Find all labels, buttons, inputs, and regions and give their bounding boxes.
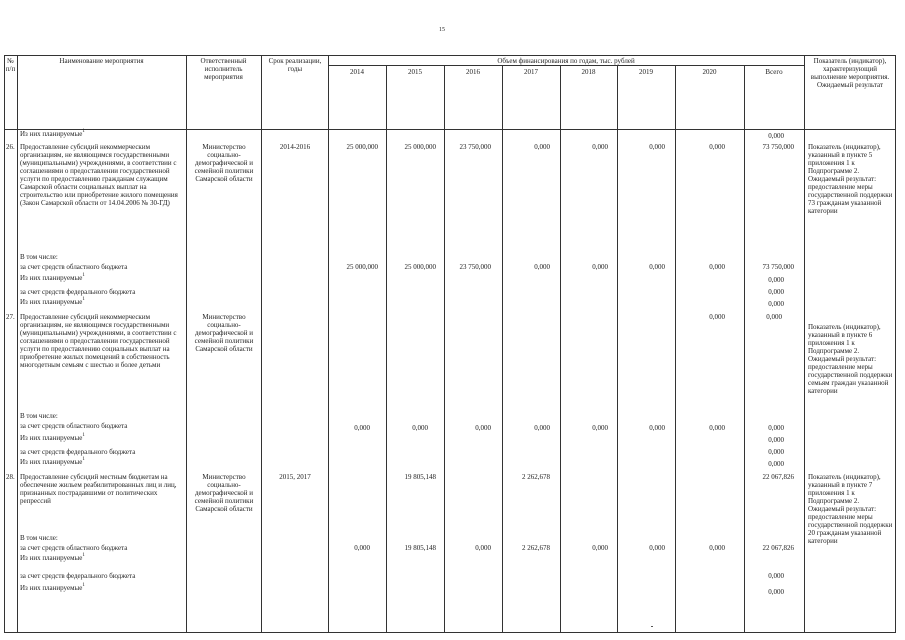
item-indicator: Показатель (индикатор), указанный в пункте 6 приложения 1 к Подпрограмме 2. Ожидаемый результат: предоставление меры государственной поддержки семьям граждан указанной категории (808, 323, 893, 395)
value-2020: 0,000 (709, 143, 725, 151)
federal-label: за счет средств федерального бюджета (20, 448, 136, 456)
regional-2014: 25 000,000 (346, 263, 378, 271)
item-executor: Министерство социально-демографической и семейной политики Самарской области (194, 473, 254, 513)
federal-label: за счет средств федерального бюджета (20, 288, 136, 296)
including-label: В том числе: (20, 253, 58, 261)
header-executor: Ответственный исполнитель мероприятия (200, 57, 247, 82)
item-term: 2014-2016 (279, 143, 311, 151)
regional-2019: 0,000 (649, 424, 665, 432)
federal-total: 0,000 (768, 288, 784, 296)
regional-label: за счет средств областного бюджета (20, 544, 128, 552)
regional-2019: 0,000 (649, 544, 665, 552)
item-num: 28. (6, 473, 15, 481)
planned-total: 0,000 (768, 588, 784, 596)
regional-2014: 0,000 (354, 544, 370, 552)
regional-2014: 0,000 (354, 424, 370, 432)
top-planned-row: Из них планируемые$^1$ (20, 129, 85, 138)
page-number: 15 (439, 27, 445, 33)
planned-total: 0,000 (768, 276, 784, 284)
item-indicator: Показатель (индикатор), указанный в пункте 7 приложения 1 к Подпрограмме 2. Ожидаемый результат: предоставление меры государственной поддержки 20 гражданам указанной категории (808, 473, 893, 545)
regional-2018: 0,000 (592, 263, 608, 271)
value-total: 0,000 (766, 313, 782, 321)
header-term: Срок реализации, годы (268, 57, 322, 74)
year-2020: 2020 (702, 68, 717, 76)
planned-row: Из них планируемые$^1$ (20, 457, 85, 466)
regional-2016: 0,000 (475, 424, 491, 432)
value-2017: 2 262,678 (522, 473, 550, 481)
regional-2016: 23 750,000 (459, 263, 491, 271)
year-2014: 2014 (350, 68, 364, 76)
value-2018: 0,000 (592, 143, 608, 151)
regional-2015: 19 805,148 (404, 544, 436, 552)
planned-row: Из них планируемые$^1$ (20, 583, 85, 592)
header-name: Наименование мероприятия (59, 57, 144, 65)
federal-total: 0,000 (768, 572, 784, 580)
item-name: Предоставление субсидий местным бюджетам на обеспечение жильем реабилитированных лиц и лиц, признанных пострадавшими от политических репрессий (20, 473, 177, 505)
item-indicator: Показатель (индикатор), указанный в пункте 5 приложения 1 к Подпрограмме 2. Ожидаемый результат: предоставление меры государственной поддержки 73 гражданам указанной категории (808, 143, 893, 215)
including-label: В том числе: (20, 412, 58, 420)
value-2015: 25 000,000 (404, 143, 436, 151)
item-name: Предоставление субсидий некоммерческим организациям, не являющимся государственными (муниципальными) учреждениями, в соответствии с соглашениями о предоставлении государственной услуги по предоставлению социальных выплат на приобретение жилых помещений в собственность многодетным семьям с шестью и более детьми (20, 313, 177, 369)
year-2017: 2017 (524, 68, 538, 76)
regional-label: за счет средств областного бюджета (20, 422, 128, 430)
federal-total: 0,000 (768, 448, 784, 456)
item-executor: Министерство социально-демографической и семейной политики Самарской области (194, 313, 254, 353)
regional-2017: 0,000 (534, 424, 550, 432)
value-2019: 0,000 (649, 143, 665, 151)
value-2015: 19 805,148 (404, 473, 436, 481)
regional-total: 73 750,000 (762, 263, 794, 271)
header-indicator: Показатель (индикатор), характеризующий выполнение мероприятия. Ожидаемый результат (810, 57, 890, 90)
scan-speck (651, 626, 653, 627)
planned-row: Из них планируемые$^1$ (20, 433, 85, 442)
planned-row: Из них планируемые$^1$ (20, 273, 85, 282)
value-total: 73 750,000 (762, 143, 794, 151)
header-funding: Объем финансирования по годам, тыс. рублей (497, 57, 635, 65)
regional-2015: 0,000 (412, 424, 428, 432)
planned-total: 0,000 (768, 300, 784, 308)
regional-2015: 25 000,000 (404, 263, 436, 271)
item-executor: Министерство социально-демографической и семейной политики Самарской области (194, 143, 254, 183)
regional-2018: 0,000 (592, 544, 608, 552)
header-num: № п/п (5, 57, 16, 74)
regional-2020: 0,000 (709, 263, 725, 271)
regional-2017: 2 262,678 (522, 544, 550, 552)
including-label: В том числе: (20, 534, 58, 542)
regional-2020: 0,000 (709, 424, 725, 432)
year-2016: 2016 (466, 68, 480, 76)
top-planned-total: 0,000 (768, 132, 784, 140)
planned-total: 0,000 (768, 460, 784, 468)
year-2019: 2019 (639, 68, 653, 76)
year-2018: 2018 (581, 68, 596, 76)
value-2016: 23 750,000 (459, 143, 491, 151)
value-2020: 0,000 (709, 313, 725, 321)
item-num: 26. (6, 143, 15, 151)
planned-row: Из них планируемые$^1$ (20, 553, 85, 562)
year-total: Всего (765, 68, 783, 76)
regional-2017: 0,000 (534, 263, 550, 271)
regional-total: 22 067,826 (762, 544, 794, 552)
planned-row: Из них планируемые$^1$ (20, 297, 85, 306)
value-total: 22 067,826 (762, 473, 794, 481)
regional-2019: 0,000 (649, 263, 665, 271)
value-2014: 25 000,000 (346, 143, 378, 151)
federal-label: за счет средств федерального бюджета (20, 572, 136, 580)
regional-label: за счет средств областного бюджета (20, 263, 128, 271)
item-term: 2015, 2017 (279, 473, 311, 481)
regional-2020: 0,000 (709, 544, 725, 552)
regional-2018: 0,000 (592, 424, 608, 432)
year-2015: 2015 (408, 68, 422, 76)
item-name: Предоставление субсидий некоммерческим организациям, не являющимся государственными (муниципальными) учреждениями, в соответствии с соглашениями о предоставлении государственной услуги по предоставлению гражданам служащим Самарской области социальных выплат на строительство или приобретение жилого помещения (Закон Самарской области от 14.04.2006 № 30-ГД) (20, 143, 178, 207)
regional-total: 0,000 (768, 424, 784, 432)
item-num: 27. (6, 313, 15, 321)
planned-total: 0,000 (768, 436, 784, 444)
value-2017: 0,000 (534, 143, 550, 151)
regional-2016: 0,000 (475, 544, 491, 552)
